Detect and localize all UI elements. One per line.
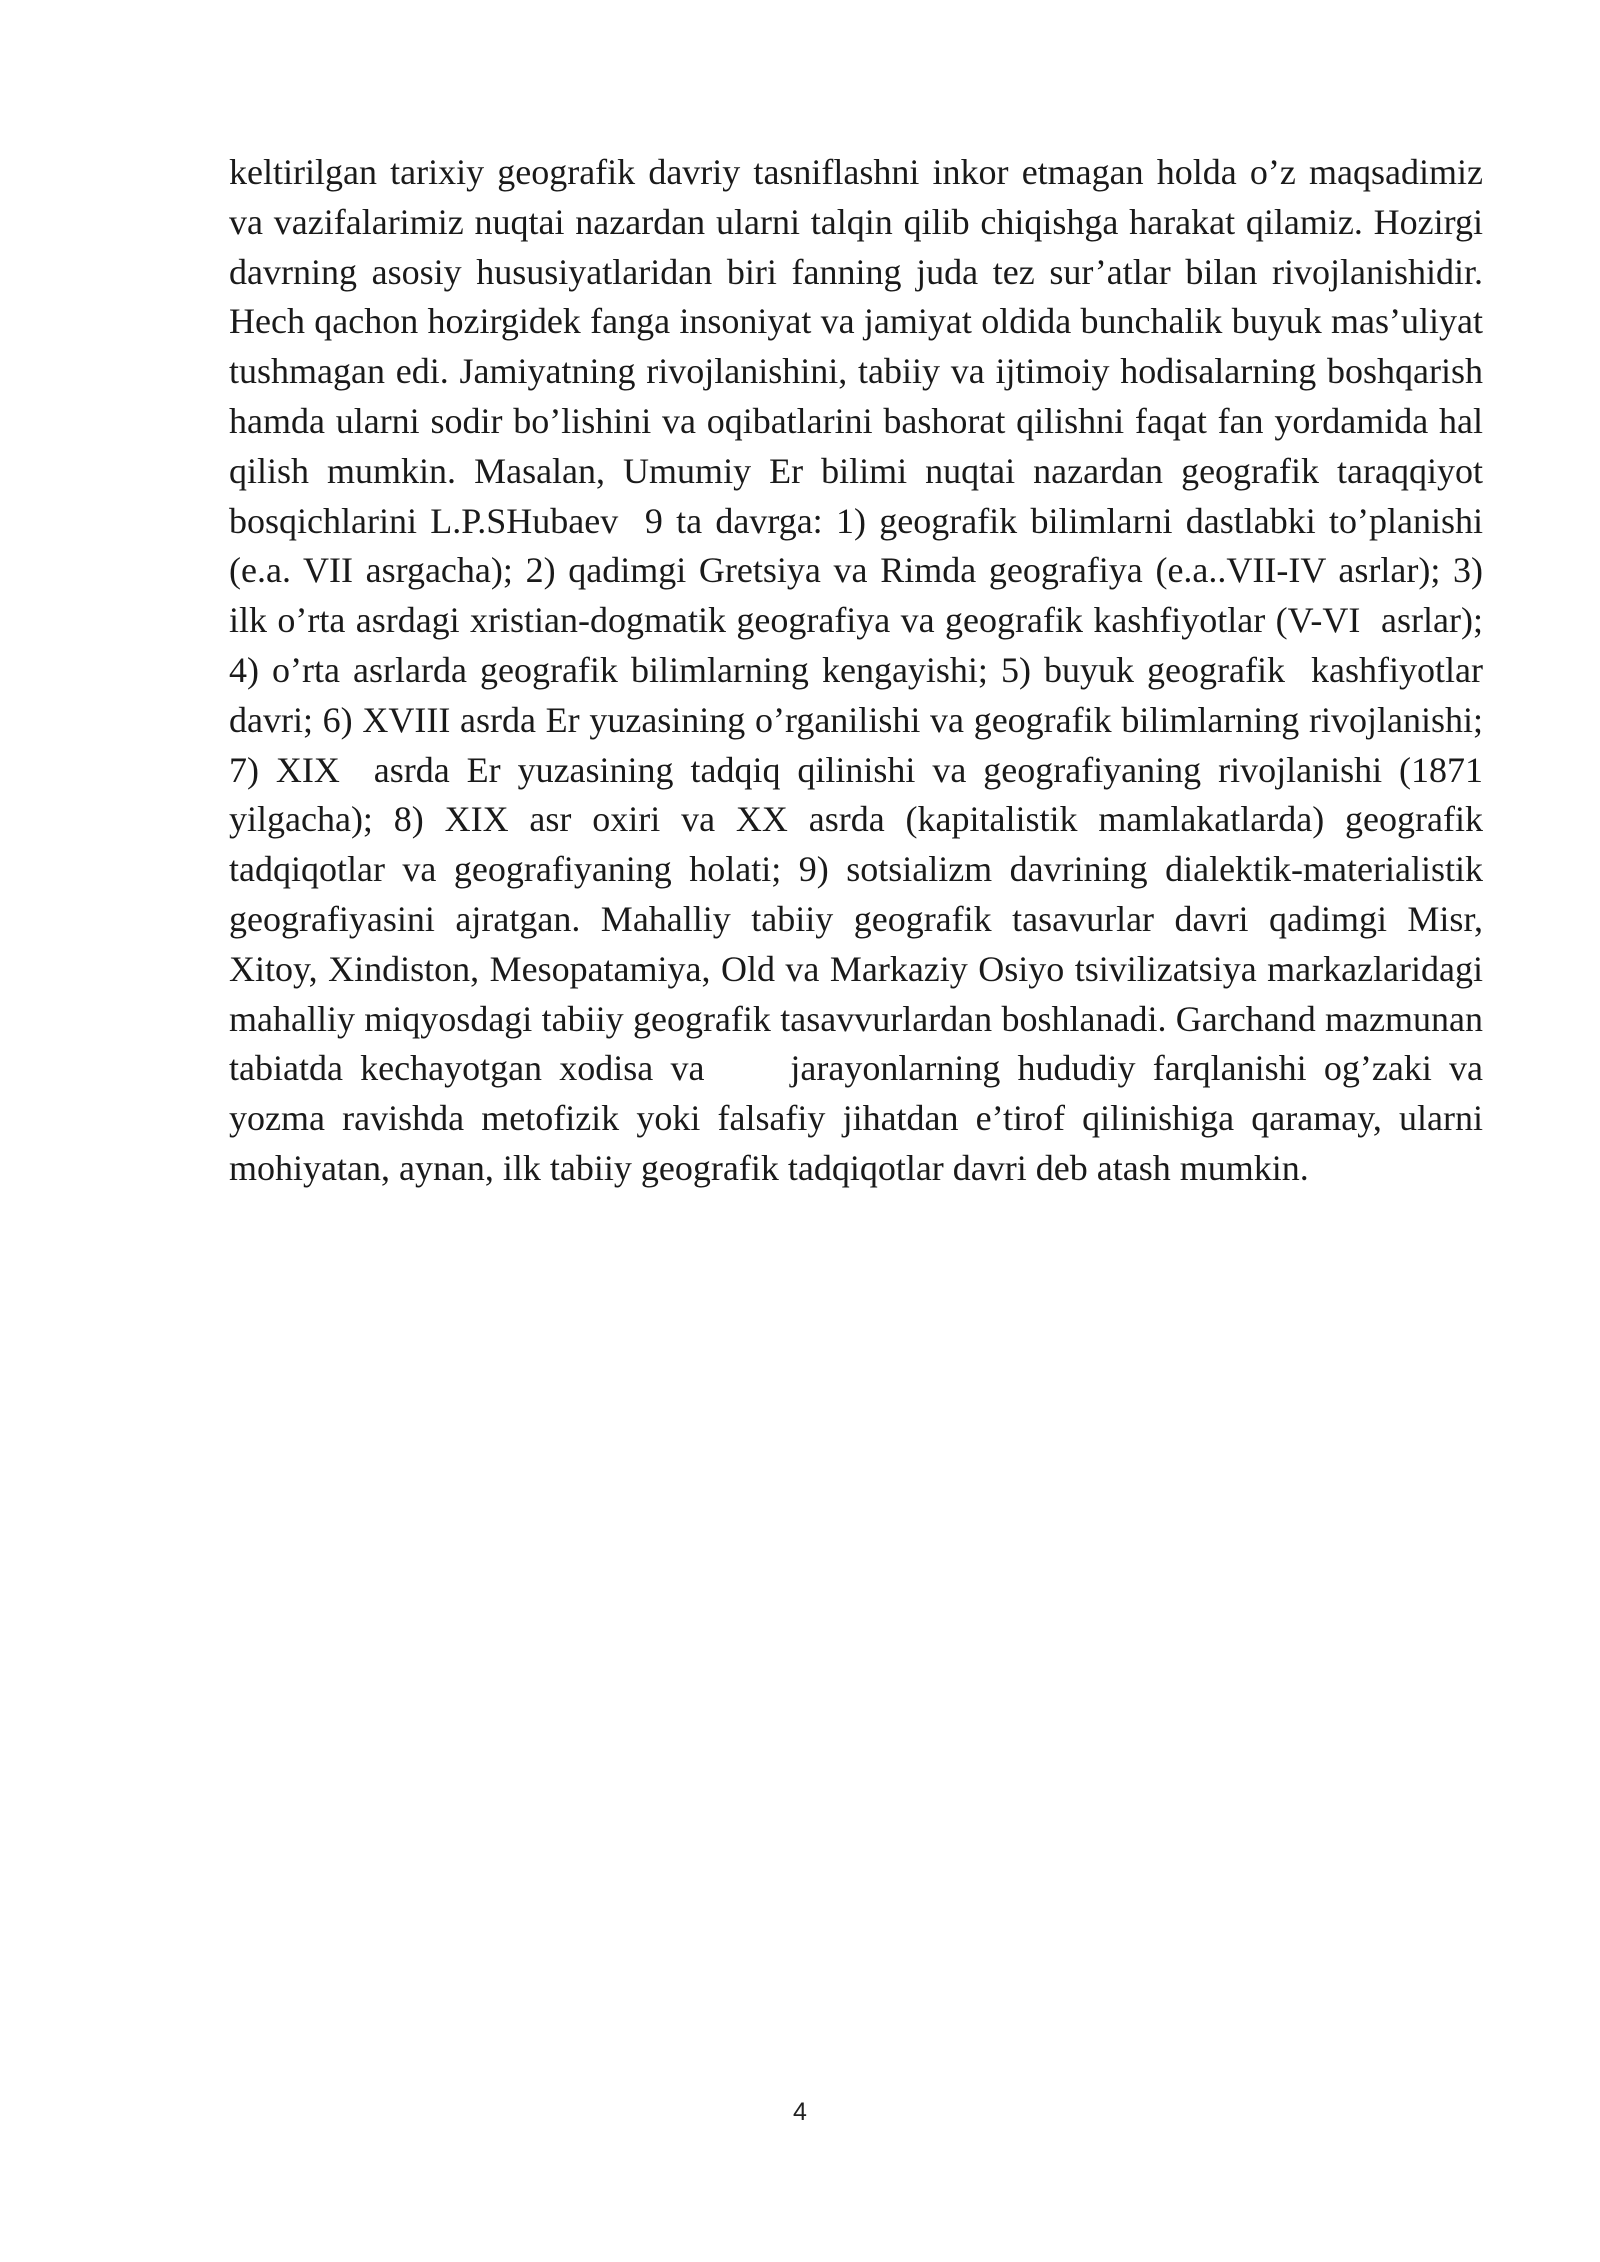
page-number: 4	[793, 2098, 807, 2126]
body-paragraph: keltirilgan tarixiy geografik davriy tasniflashni inkor etmagan holda o’z maqsadimiz va vazifalarimiz nuqtai nazardan ularni talqin qilib chiqishga harakat qilamiz. Hozirgi davrning asosiy hususiyatlaridan biri fanning juda tez sur’atlar bilan rivojlanishidir. Hech qachon hozirgidek fanga insoniyat va jamiyat oldida bunchalik buyuk mas’uliyat tushmagan edi. Jamiyatning rivojlanishini, tabiiy va ijtimoiy hodisalarning boshqarish hamda ularni sodir bo’lishini va oqibatlarini bashorat qilishni faqat fan yordamida hal qilish mumkin. Masalan, Umumiy Er bilimi nuqtai nazardan geografik taraqqiyot bosqichlarini L.P.SHubaev 9 ta davrga: 1) geografik bilimlarni dastlabki to’planishi (e.a. VII asrgacha); 2) qadimgi Gretsiya va Rimda geografiya (e.a..VII-IV asrlar); 3) ilk o’rta asrdagi xristian-dogmatik geografiya va geografik kashfiyotlar (V-VI asrlar); 4) o’rta asrlarda geografik bilimlarning kengayishi; 5) buyuk geografik kashfiyotlar davri; 6) XVIII asrda Er yuzasining o’rganilishi va geografik bilimlarning rivojlanishi; 7) XIX asrda Er yuzasining tadqiq qilinishi va geografiyaning rivojlanishi (1871 yilgacha); 8) XIX asr oxiri va XX asrda (kapitalistik mamlakatlarda) geografik tadqiqotlar va geografiyaning holati; 9) sotsializm davrining dialektik-materialistik geografiyasini ajratgan. Mahalliy tabiiy geografik tasavurlar davri qadimgi Misr, Xitoy, Xindiston, Mesopatamiya, Old va Markaziy Osiyo tsivilizatsiya markazlaridagi mahalliy miqyosdagi tabiiy geografik tasavvurlardan boshlanadi. Garchand mazmunan tabiatda kechayotgan xodisa va jarayonlarning hududiy farqlanishi og’zaki va yozma ravishda metofizik yoki falsafiy jihatdan e’tirof qilinishiga qaramay, ularni mohiyatan, aynan, ilk tabiiy geografik tadqiqotlar davri deb atash mumkin.	[229, 152, 1492, 1188]
